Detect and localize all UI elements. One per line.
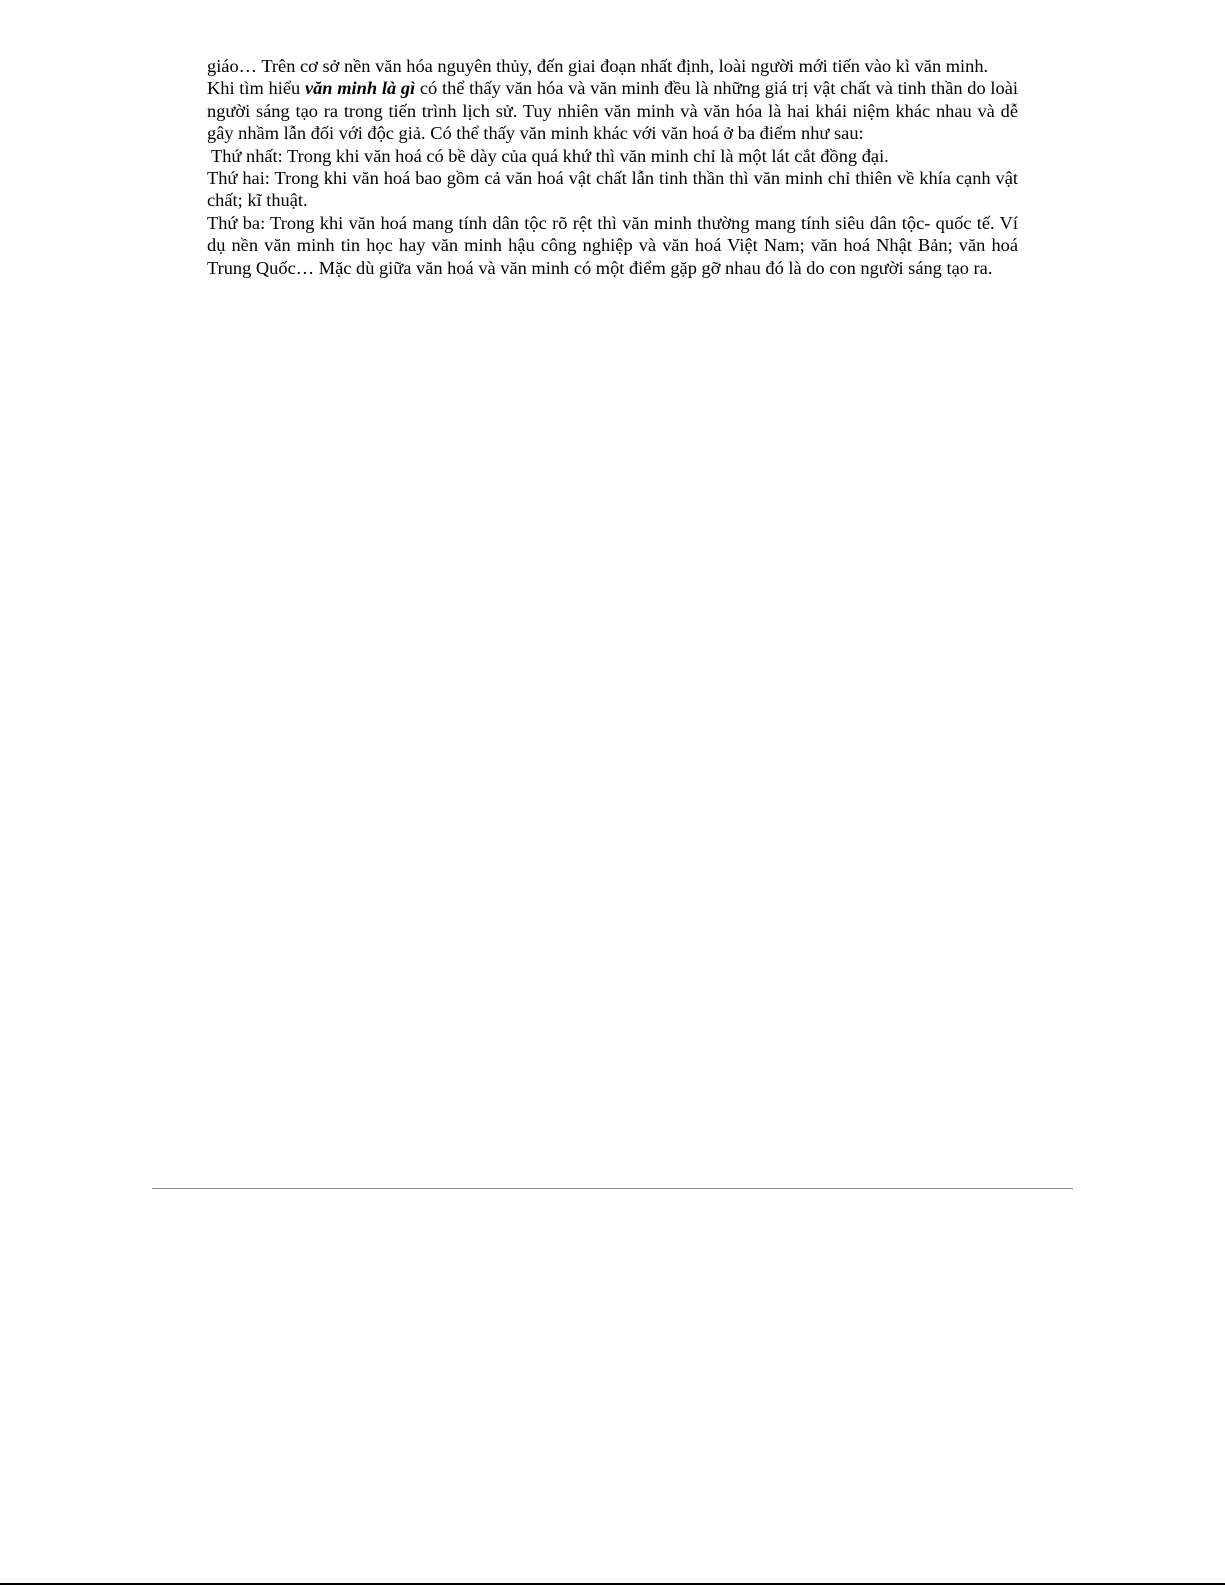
paragraph-2 bbox=[207, 77, 1018, 144]
document-body bbox=[207, 55, 1018, 279]
paragraph-2-emphasis: văn minh là gì bbox=[304, 78, 416, 99]
paragraph-3: Thứ nhất: Trong khi văn hoá có bề dày của quá khứ thì văn minh chỉ là một lát cắt đồng đại. bbox=[211, 145, 889, 166]
paragraph-1: giáo… Trên cơ sở nền văn hóa nguyên thủy, đến giai đoạn nhất định, loài người mới tiến vào kì văn minh. bbox=[207, 56, 989, 76]
paragraph-4: Thứ hai: Trong khi văn hoá bao gồm cả văn hoá vật chất lẫn tinh thần thì văn minh chỉ thiên về khía cạnh vật chất; kĩ thuật. bbox=[207, 168, 1018, 211]
paragraph-2-intro: Khi tìm hiểu bbox=[207, 78, 305, 99]
page-divider bbox=[152, 1188, 1073, 1189]
paragraph-5: Thứ ba: Trong khi văn hoá mang tính dân tộc rõ rệt thì văn minh thường mang tính siêu dân tộc- quốc tế. Ví dụ nền văn minh tin học hay văn minh hậu công nghiệp và văn hoá Việt Nam; văn hoá Nhật Bản; văn hoá Trung Quốc… Mặc dù giữa văn hoá và văn minh có một điểm gặp gỡ nhau đó là do con người sáng tạo ra. bbox=[207, 212, 1018, 278]
paragraph-2-rest: có thể thấy văn hóa và văn minh đều là những giá trị vật chất và tinh thần do loài người sáng tạo ra trong tiến trình lịch sử. Tuy nhiên văn minh và văn hóa là hai khái niệm khác nhau và dễ gây nhầm lẫn đối với độc giả. Có thể thấy văn minh khác với văn hoá ở ba điểm như sau: bbox=[207, 78, 1018, 144]
